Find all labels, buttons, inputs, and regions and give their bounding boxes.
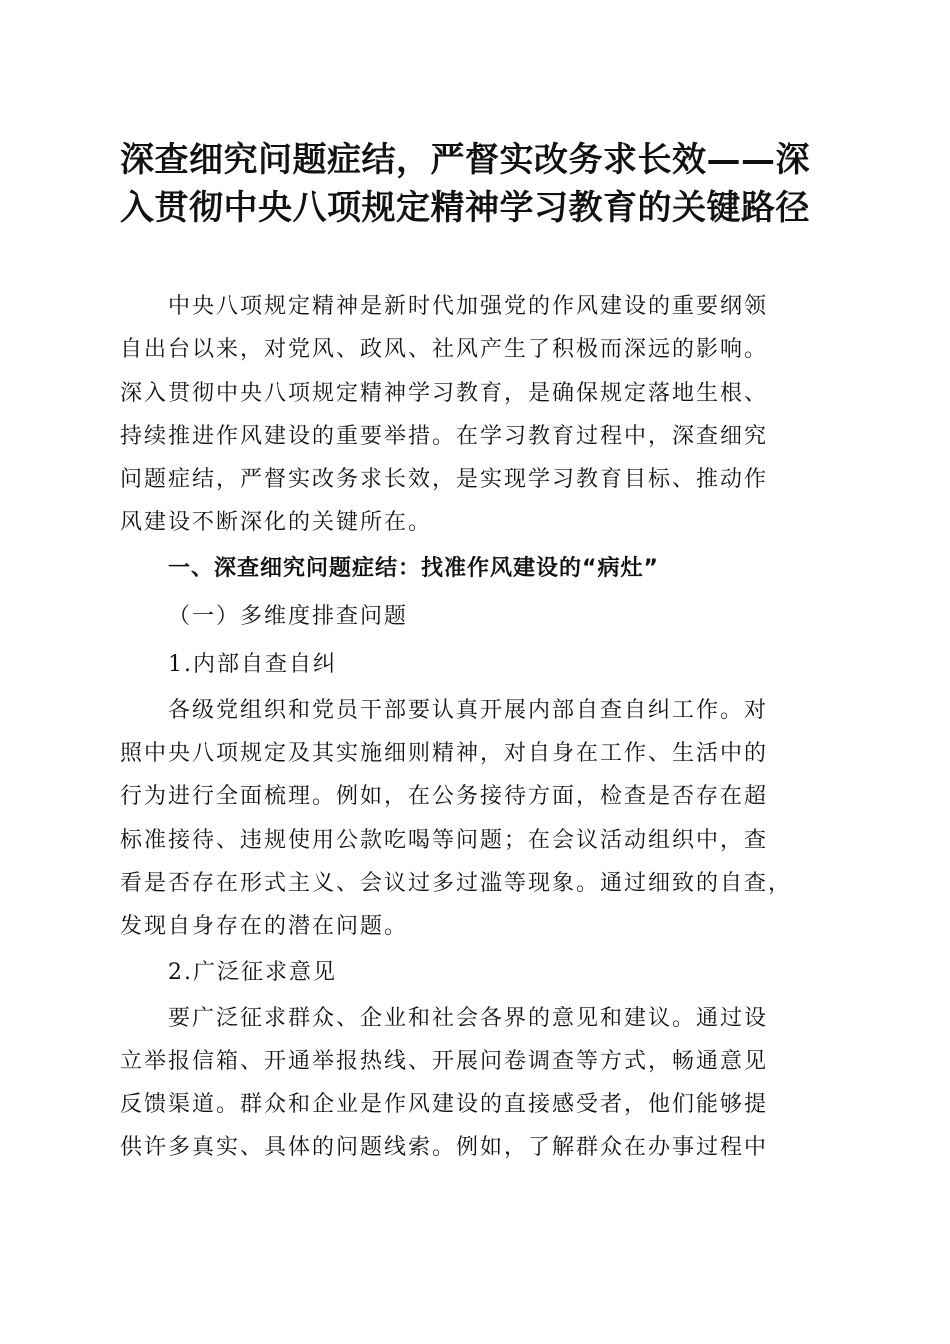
section-heading: 一、深查细究问题症结：找准作风建设的“病灶” [168,555,659,581]
title-line: 入贯彻中央八项规定精神学习教育的关键路径 [120,188,810,228]
item-heading: 2.广泛征求意见 [168,959,337,985]
document-page [120,136,832,1170]
text-line: 各级党组织和党员干部要认真开展内部自查自纠工作。对 [168,697,769,723]
text-line: 问题症结，严督实改务求长效，是实现学习教育目标、推动作 [120,467,769,493]
document-title [120,136,832,232]
text-line: 看是否存在形式主义、会议过多过滥等现象。通过细致的自查， [120,870,793,896]
text-line: 行为进行全面梳理。例如，在公务接待方面，检查是否存在超 [120,784,769,810]
text-line: 要广泛征求群众、企业和社会各界的意见和建议。通过设 [168,1005,769,1031]
subsection-heading: （一）多维度排查问题 [168,603,409,629]
text-line: 风建设不断深化的关键所在。 [120,510,433,536]
text-line: 深入贯彻中央八项规定精神学习教育，是确保规定落地生根、 [120,380,769,406]
item-paragraph [120,997,832,1170]
text-line: 自出台以来，对党风、政风、社风产生了积极而深远的影响。 [120,337,769,363]
title-line: 深查细究问题症结，严督实改务求长效——深 [120,140,810,180]
document-body [120,285,832,1170]
text-line: 供许多真实、具体的问题线索。例如，了解群众在办事过程中 [120,1135,769,1161]
item-paragraph [120,689,832,949]
text-line: 发现自身存在的潜在问题。 [120,914,409,940]
text-line: 反馈渠道。群众和企业是作风建设的直接感受者，他们能够提 [120,1092,769,1118]
text-line: 中央八项规定精神是新时代加强党的作风建设的重要纲领 [168,294,769,319]
item-heading: 1.内部自查自纠 [168,651,337,677]
text-line: 持续推进作风建设的重要举措。在学习教育过程中，深查细究 [120,423,769,449]
text-line: 立举报信箱、开通举报热线、开展问卷调查等方式，畅通意见 [120,1048,769,1074]
intro-paragraph [120,285,832,545]
text-line: 照中央八项规定及其实施细则精神，对自身在工作、生活中的 [120,741,769,767]
text-line: 标准接待、违规使用公款吃喝等问题；在会议活动组织中，查 [120,827,769,853]
